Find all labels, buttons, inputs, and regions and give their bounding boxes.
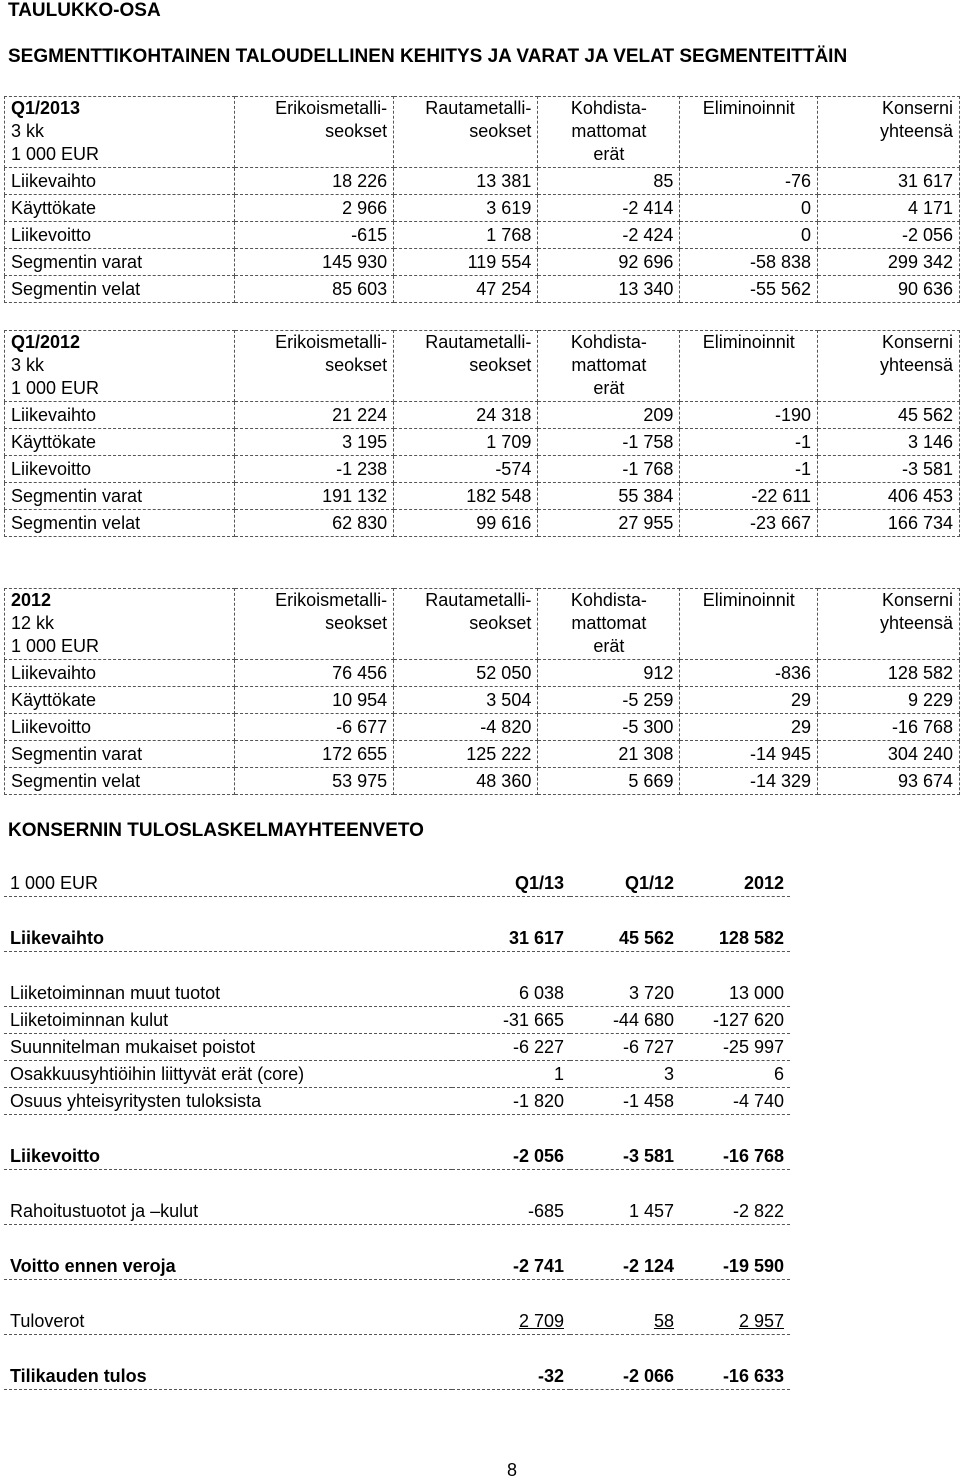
column-header: Erikoismetalli- seokset: [234, 589, 393, 660]
income-row: [4, 1061, 790, 1088]
income-row: [4, 925, 790, 952]
table-row: [5, 660, 960, 687]
row-label: Liikevaihto: [5, 660, 235, 687]
column-header: Erikoismetalli- seokset: [234, 97, 393, 168]
table-row: [5, 510, 960, 537]
spacer-cell: [680, 897, 790, 926]
table-cell: -22 611: [680, 483, 818, 510]
table-cell: -2 822: [680, 1198, 790, 1225]
spacer-cell: [4, 1115, 452, 1144]
row-label: Osuus yhteisyritysten tuloksista: [4, 1088, 452, 1115]
column-header: Kohdista- mattomat erät: [538, 97, 680, 168]
table-cell: 85 603: [234, 276, 393, 303]
table-cell: -31 665: [452, 1007, 570, 1034]
table-cell: 1: [452, 1061, 570, 1088]
table-cell: -6 227: [452, 1034, 570, 1061]
table-row: [5, 768, 960, 795]
table-cell: 10 954: [234, 687, 393, 714]
row-label: Liiketoiminnan kulut: [4, 1007, 452, 1034]
table-cell: 3: [570, 1061, 680, 1088]
table-cell: 90 636: [818, 276, 960, 303]
table-cell: 53 975: [234, 768, 393, 795]
table-cell: -44 680: [570, 1007, 680, 1034]
period-header: 2012 12 kk 1 000 EUR: [5, 589, 235, 660]
table-cell: 47 254: [394, 276, 538, 303]
table-cell: -16 768: [680, 1143, 790, 1170]
column-header: Konserni yhteensä: [818, 331, 960, 402]
row-label: Segmentin varat: [5, 249, 235, 276]
table-cell: -2 124: [570, 1253, 680, 1280]
column-header: Rautametalli- seokset: [394, 97, 538, 168]
table-cell: 21 308: [538, 741, 680, 768]
table-cell: -2 056: [818, 222, 960, 249]
table-cell: -1 458: [570, 1088, 680, 1115]
income-row: [4, 1198, 790, 1225]
income-row: [4, 1143, 790, 1170]
segment-header-row: [5, 589, 960, 660]
income-row: [4, 1088, 790, 1115]
table-row: [5, 402, 960, 429]
table-cell: 18 226: [234, 168, 393, 195]
column-header: Eliminoinnit: [680, 97, 818, 168]
table-cell: 3 146: [818, 429, 960, 456]
table-cell: 45 562: [818, 402, 960, 429]
row-label: Liikevoitto: [5, 456, 235, 483]
table-row: [5, 276, 960, 303]
spacer-cell: [570, 1115, 680, 1144]
row-label: Liikevaihto: [4, 925, 452, 952]
table-cell: 2012: [680, 870, 790, 897]
income-row: [4, 1007, 790, 1034]
table-cell: 13 340: [538, 276, 680, 303]
table-cell: -16 768: [818, 714, 960, 741]
spacer-cell: [452, 952, 570, 981]
table-cell: 93 674: [818, 768, 960, 795]
table-row: [5, 483, 960, 510]
table-cell: -5 259: [538, 687, 680, 714]
table-cell: 191 132: [234, 483, 393, 510]
table-row: [5, 249, 960, 276]
spacer-cell: [4, 1280, 452, 1309]
table-cell: -6 727: [570, 1034, 680, 1061]
column-header: Kohdista- mattomat erät: [538, 331, 680, 402]
table-row: [5, 714, 960, 741]
segment-header-row: [5, 331, 960, 402]
table-cell: -2 056: [452, 1143, 570, 1170]
table-row: [5, 456, 960, 483]
table-cell: 13 381: [394, 168, 538, 195]
table-cell: 125 222: [394, 741, 538, 768]
income-header-row: [4, 870, 790, 897]
table-cell: -1 768: [538, 456, 680, 483]
spacer-cell: [570, 952, 680, 981]
table-cell: 3 720: [570, 980, 680, 1007]
table-cell: -1 820: [452, 1088, 570, 1115]
table-cell: 3 504: [394, 687, 538, 714]
row-label: Liikevaihto: [5, 168, 235, 195]
table-cell: Q1/13: [452, 870, 570, 897]
spacer-cell: [680, 1280, 790, 1309]
row-label: Liikevaihto: [5, 402, 235, 429]
table-cell: -23 667: [680, 510, 818, 537]
table-cell: 0: [680, 222, 818, 249]
row-label: Osakkuusyhtiöihin liittyvät erät (core): [4, 1061, 452, 1088]
table-cell: 2 966: [234, 195, 393, 222]
table-cell: -32: [452, 1363, 570, 1390]
row-label: Käyttökate: [5, 195, 235, 222]
row-label: Segmentin velat: [5, 276, 235, 303]
table-cell: 3 619: [394, 195, 538, 222]
table-cell: 48 360: [394, 768, 538, 795]
table-cell: 119 554: [394, 249, 538, 276]
table-cell: 145 930: [234, 249, 393, 276]
table-cell: 0: [680, 195, 818, 222]
table-cell: 3 195: [234, 429, 393, 456]
table-cell: -5 300: [538, 714, 680, 741]
table-cell: 27 955: [538, 510, 680, 537]
table-cell: -4 820: [394, 714, 538, 741]
table-cell: -2 741: [452, 1253, 570, 1280]
column-header: Konserni yhteensä: [818, 589, 960, 660]
table-cell: 45 562: [570, 925, 680, 952]
table-cell: 182 548: [394, 483, 538, 510]
spacer-row: [4, 952, 790, 981]
section-title: TAULUKKO-OSA: [8, 0, 161, 21]
spacer-cell: [680, 1115, 790, 1144]
table-cell: 304 240: [818, 741, 960, 768]
table-cell: 24 318: [394, 402, 538, 429]
table-cell: -58 838: [680, 249, 818, 276]
table-cell: 21 224: [234, 402, 393, 429]
table-cell: 2 709: [452, 1308, 570, 1335]
table-cell: -2 414: [538, 195, 680, 222]
spacer-cell: [452, 897, 570, 926]
period-header: Q1/2012 3 kk 1 000 EUR: [5, 331, 235, 402]
table-cell: 1 457: [570, 1198, 680, 1225]
table-cell: -574: [394, 456, 538, 483]
table-cell: 128 582: [680, 925, 790, 952]
spacer-cell: [570, 897, 680, 926]
table-cell: 85: [538, 168, 680, 195]
table-cell: 31 617: [818, 168, 960, 195]
table-row: [5, 741, 960, 768]
spacer-row: [4, 1170, 790, 1199]
column-header: Eliminoinnit: [680, 331, 818, 402]
row-label: Käyttökate: [5, 687, 235, 714]
spacer-cell: [452, 1170, 570, 1199]
row-label: Liikevoitto: [5, 222, 235, 249]
period-header: Q1/2013 3 kk 1 000 EUR: [5, 97, 235, 168]
row-label: Segmentin velat: [5, 768, 235, 795]
table-cell: 209: [538, 402, 680, 429]
table-cell: -3 581: [570, 1143, 680, 1170]
table-cell: 5 669: [538, 768, 680, 795]
spacer-cell: [570, 1225, 680, 1254]
segment-table: [4, 96, 960, 303]
spacer-row: [4, 1335, 790, 1364]
spacer-row: [4, 1280, 790, 1309]
table-cell: -1 238: [234, 456, 393, 483]
column-header: Eliminoinnit: [680, 589, 818, 660]
table-cell: 2 957: [680, 1308, 790, 1335]
table-cell: Q1/12: [570, 870, 680, 897]
table-cell: 13 000: [680, 980, 790, 1007]
spacer-cell: [4, 1170, 452, 1199]
spacer-cell: [570, 1335, 680, 1364]
table-cell: 1 768: [394, 222, 538, 249]
table-cell: 55 384: [538, 483, 680, 510]
table-cell: 52 050: [394, 660, 538, 687]
table-cell: -25 997: [680, 1034, 790, 1061]
row-label: Segmentin velat: [5, 510, 235, 537]
spacer-cell: [680, 952, 790, 981]
row-label: 1 000 EUR: [4, 870, 452, 897]
spacer-cell: [452, 1280, 570, 1309]
row-label: Rahoitustuotot ja –kulut: [4, 1198, 452, 1225]
row-label: Tilikauden tulos: [4, 1363, 452, 1390]
table-cell: -1: [680, 429, 818, 456]
table-row: [5, 222, 960, 249]
segment-table: [4, 330, 960, 537]
table-cell: 406 453: [818, 483, 960, 510]
row-label: Liiketoiminnan muut tuotot: [4, 980, 452, 1007]
row-label: Tuloverot: [4, 1308, 452, 1335]
spacer-cell: [452, 1335, 570, 1364]
income-statement-table: [4, 870, 790, 1390]
row-label: Käyttökate: [5, 429, 235, 456]
table-cell: -836: [680, 660, 818, 687]
spacer-cell: [4, 952, 452, 981]
table-cell: -14 945: [680, 741, 818, 768]
row-label: Segmentin varat: [5, 741, 235, 768]
spacer-row: [4, 1225, 790, 1254]
table-cell: 58: [570, 1308, 680, 1335]
table-cell: 299 342: [818, 249, 960, 276]
spacer-cell: [4, 1225, 452, 1254]
spacer-cell: [452, 1225, 570, 1254]
table-cell: 76 456: [234, 660, 393, 687]
spacer-cell: [4, 1335, 452, 1364]
spacer-cell: [570, 1170, 680, 1199]
column-header: Erikoismetalli- seokset: [234, 331, 393, 402]
table-row: [5, 687, 960, 714]
table-cell: -6 677: [234, 714, 393, 741]
table-cell: 4 171: [818, 195, 960, 222]
spacer-cell: [4, 897, 452, 926]
table-cell: -4 740: [680, 1088, 790, 1115]
table-cell: 99 616: [394, 510, 538, 537]
spacer-cell: [680, 1170, 790, 1199]
table-cell: 29: [680, 714, 818, 741]
row-label: Segmentin varat: [5, 483, 235, 510]
table-cell: 31 617: [452, 925, 570, 952]
income-row: [4, 1253, 790, 1280]
column-header: Rautametalli- seokset: [394, 589, 538, 660]
table-cell: -1 758: [538, 429, 680, 456]
spacer-cell: [570, 1280, 680, 1309]
row-label: Voitto ennen veroja: [4, 1253, 452, 1280]
table-row: [5, 429, 960, 456]
column-header: Rautametalli- seokset: [394, 331, 538, 402]
table-cell: 6: [680, 1061, 790, 1088]
table-cell: -2 424: [538, 222, 680, 249]
income-title: KONSERNIN TULOSLASKELMAYHTEENVETO: [8, 820, 424, 841]
table-cell: -2 066: [570, 1363, 680, 1390]
table-cell: 166 734: [818, 510, 960, 537]
table-cell: 1 709: [394, 429, 538, 456]
row-label: Liikevoitto: [4, 1143, 452, 1170]
spacer-cell: [680, 1335, 790, 1364]
segment-header-row: [5, 97, 960, 168]
table-cell: -3 581: [818, 456, 960, 483]
segment-title: SEGMENTTIKOHTAINEN TALOUDELLINEN KEHITYS JA VARAT JA VELAT SEGMENTEITTÄIN: [8, 46, 848, 67]
table-cell: -615: [234, 222, 393, 249]
table-cell: -1: [680, 456, 818, 483]
spacer-cell: [452, 1115, 570, 1144]
table-cell: -16 633: [680, 1363, 790, 1390]
table-cell: 92 696: [538, 249, 680, 276]
income-row: [4, 1363, 790, 1390]
table-cell: -76: [680, 168, 818, 195]
table-cell: -14 329: [680, 768, 818, 795]
table-cell: -685: [452, 1198, 570, 1225]
income-row: [4, 980, 790, 1007]
table-cell: 128 582: [818, 660, 960, 687]
row-label: Suunnitelman mukaiset poistot: [4, 1034, 452, 1061]
segment-table: [4, 588, 960, 795]
column-header: Konserni yhteensä: [818, 97, 960, 168]
table-cell: 172 655: [234, 741, 393, 768]
income-row: [4, 1034, 790, 1061]
table-cell: -190: [680, 402, 818, 429]
row-label: Liikevoitto: [5, 714, 235, 741]
column-header: Kohdista- mattomat erät: [538, 589, 680, 660]
spacer-cell: [680, 1225, 790, 1254]
table-cell: 29: [680, 687, 818, 714]
table-cell: -55 562: [680, 276, 818, 303]
table-row: [5, 168, 960, 195]
spacer-row: [4, 1115, 790, 1144]
table-cell: -127 620: [680, 1007, 790, 1034]
table-cell: 9 229: [818, 687, 960, 714]
spacer-row: [4, 897, 790, 926]
page-number: 8: [506, 1460, 517, 1480]
income-row: [4, 1308, 790, 1335]
table-cell: 6 038: [452, 980, 570, 1007]
table-cell: -19 590: [680, 1253, 790, 1280]
table-cell: 912: [538, 660, 680, 687]
table-row: [5, 195, 960, 222]
table-cell: 62 830: [234, 510, 393, 537]
